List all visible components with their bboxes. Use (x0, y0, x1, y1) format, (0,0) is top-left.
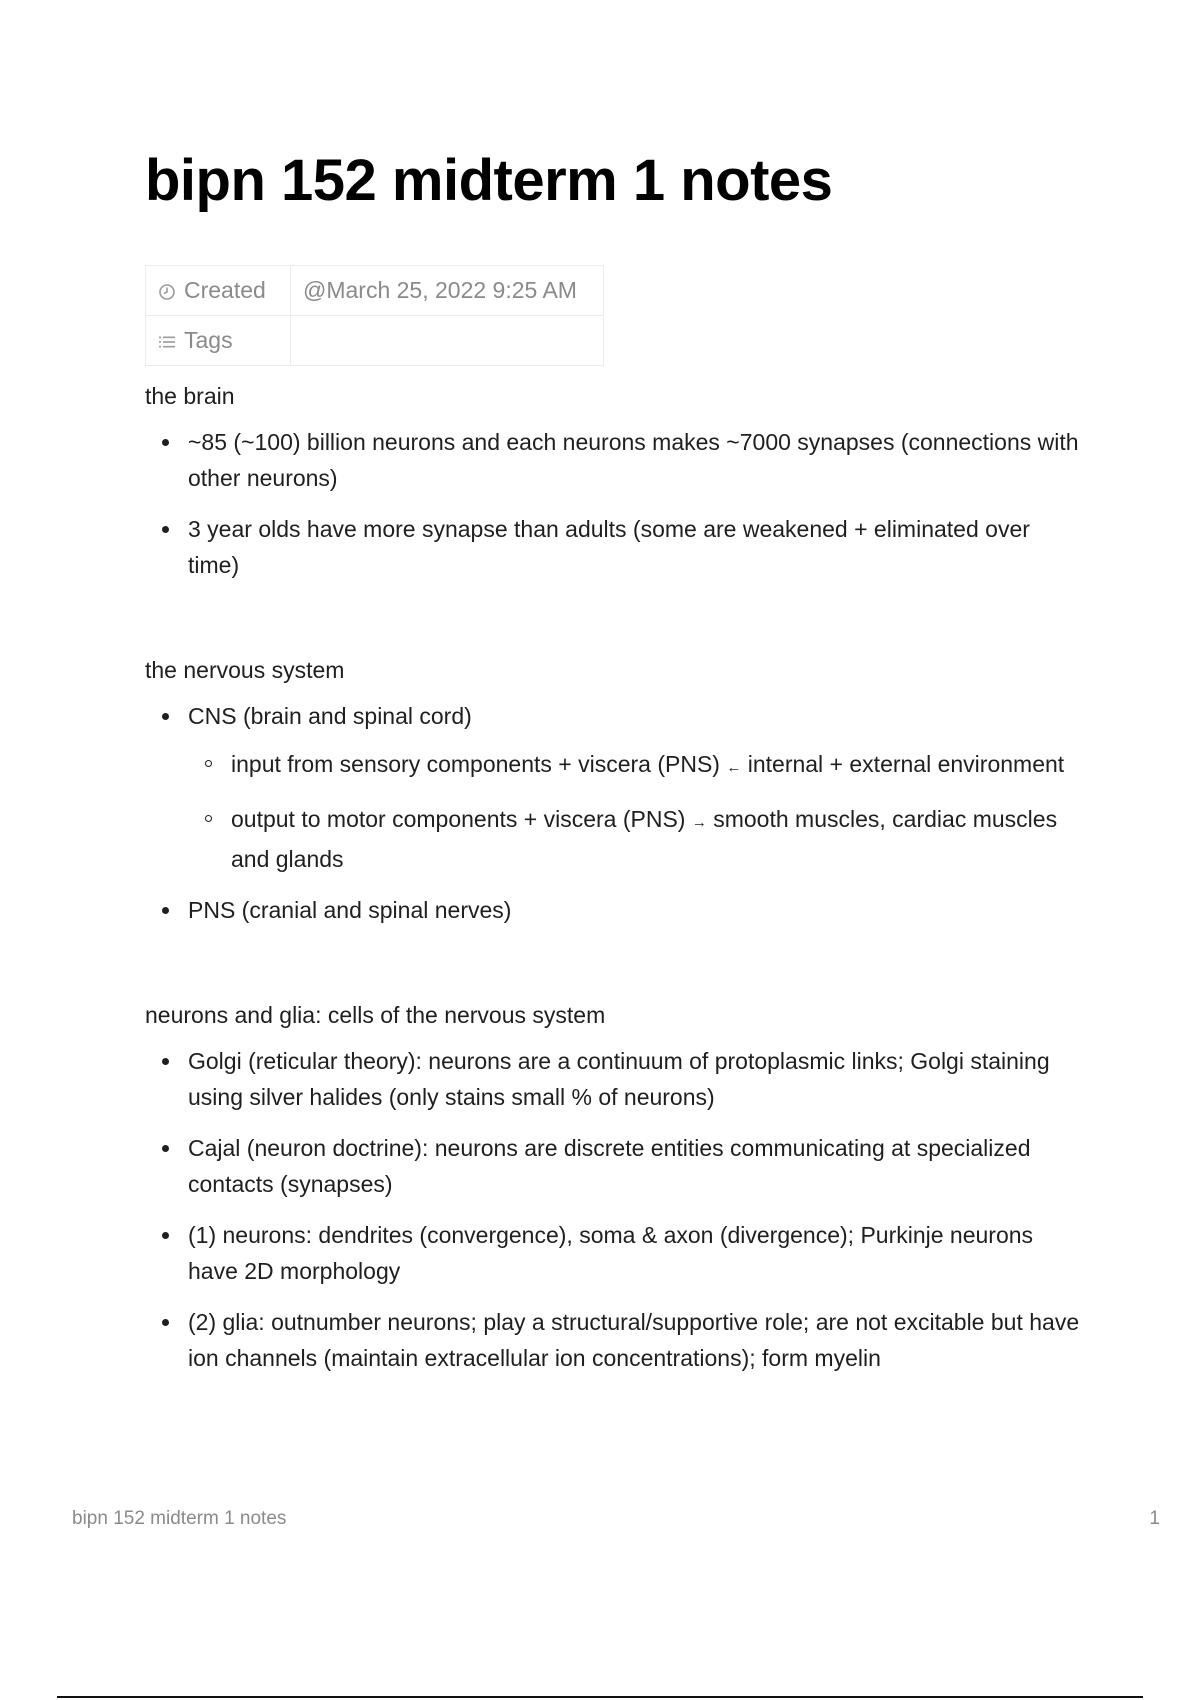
list-item-text: (2) glia: outnumber neurons; play a structural/supportive role; are not excitable but have ion channels (maintain extracellular ion concentrations); form myelin (188, 1309, 1080, 1371)
list-item-text: ~85 (~100) billion neurons and each neurons makes ~7000 synapses (connections with other neurons) (188, 429, 1079, 491)
right-arrow-icon: → (691, 814, 707, 831)
sub-list-item (188, 801, 1085, 877)
list-icon (158, 333, 178, 351)
property-value-created[interactable]: @March 25, 2022 9:25 AM (291, 266, 604, 316)
bullet-dot (162, 1145, 169, 1152)
list-item (145, 1304, 1085, 1376)
property-row-tags (146, 316, 604, 366)
bullet-dot (162, 713, 169, 720)
list-item-text: 3 year olds have more synapse than adults (some are weakened + eliminated over time) (188, 516, 1030, 578)
page-title: bipn 152 midterm 1 notes (145, 148, 833, 213)
nervous-list (145, 698, 1085, 928)
bullet-dot (162, 1058, 169, 1065)
list-item (145, 511, 1085, 583)
footer-doc-title: bipn 152 midterm 1 notes (72, 1508, 287, 1529)
property-key-created (146, 266, 291, 316)
list-item (145, 892, 1085, 928)
cns-sublist (188, 746, 1085, 877)
sub-item-text-after: smooth muscles, cardiac muscles and glands (231, 806, 1058, 872)
list-item-text: Golgi (reticular theory): neurons are a continuum of protoplasmic links; Golgi staining using silver halides (only stains small % of neurons) (188, 1048, 1050, 1110)
brain-list (145, 424, 1085, 583)
property-row-created (146, 266, 604, 316)
list-item-text: PNS (cranial and spinal nerves) (188, 897, 512, 923)
section-heading-cells: neurons and glia: cells of the nervous system (145, 1002, 606, 1028)
list-item-text: CNS (brain and spinal cord) (188, 703, 472, 729)
bullet-dot (162, 1319, 169, 1326)
list-item (145, 1043, 1085, 1115)
sub-item-text-before: output to motor components + viscera (PNS) (231, 806, 692, 832)
section-heading-nervous: the nervous system (145, 657, 345, 683)
list-item (145, 1130, 1085, 1202)
bullet-dot (162, 439, 169, 446)
property-value-tags[interactable] (291, 316, 604, 366)
list-item (145, 424, 1085, 496)
cells-list (145, 1043, 1085, 1376)
page-content (145, 378, 1085, 1391)
section-heading-brain: the brain (145, 383, 235, 409)
bullet-circle (205, 760, 212, 767)
sub-item-text-after: internal + external environment (741, 751, 1065, 777)
list-item (145, 1217, 1085, 1289)
clock-icon (158, 283, 178, 301)
bullet-dot (162, 907, 169, 914)
bullet-dot (162, 1232, 169, 1239)
list-item-text: (1) neurons: dendrites (convergence), soma & axon (divergence); Purkinje neurons have 2D morphology (188, 1222, 1034, 1284)
property-label-created: Created (184, 277, 266, 303)
property-label-tags: Tags (184, 327, 233, 353)
properties-table (145, 265, 604, 366)
left-arrow-icon: ← (726, 759, 742, 776)
sub-list-item (188, 746, 1085, 786)
list-item (145, 698, 1085, 877)
sub-item-text-before: input from sensory components + viscera (PNS) (231, 751, 727, 777)
footer-page-number: 1 (1149, 1508, 1160, 1529)
property-key-tags (146, 316, 291, 366)
bullet-dot (162, 526, 169, 533)
bullet-circle (205, 815, 212, 822)
page-divider (57, 1696, 1143, 1698)
list-item-text: Cajal (neuron doctrine): neurons are discrete entities communicating at specialized contacts (synapses) (188, 1135, 1031, 1197)
